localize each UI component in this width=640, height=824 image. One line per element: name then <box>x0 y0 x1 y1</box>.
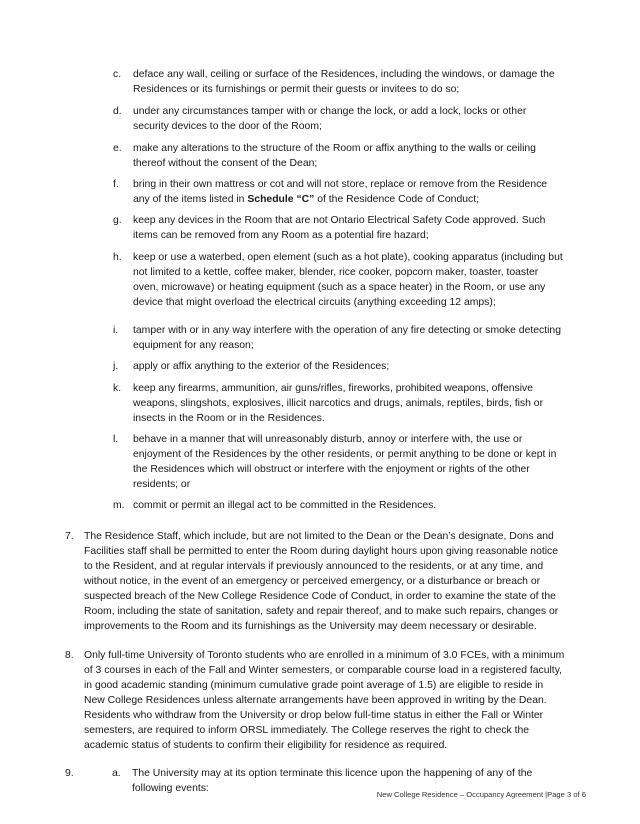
section-text: Only full-time University of Toronto students who are enrolled in a minimum of 3.0 FCEs, with a minimum of 3 courses in each of the Fall and Winter semesters, or comparable course load in a registered faculty, in good academic standing (minimum cumulative grade point average of 1.5) are eligible to reside in New College Residences unless alternate arrangements have been approved in writing by the Dean. Residents who withdraw from the University or drop below full-time status in either the Fall or Winter semesters, are required to inform ORSL immediately. The College reserves the right to check the academic status of students to confirm their eligibility for residence as required. <box>84 650 565 751</box>
clause-text-after: of the Residence Code of Conduct; <box>314 194 479 205</box>
clause-text: keep any firearms, ammunition, air guns/rifles, fireworks, prohibited weapons, offensive weapons, slingshots, explosives, illicit narcotics and drugs, animals, reptiles, birds, fish or insects in the Room or in the Residences. <box>133 383 544 424</box>
clause-label: g. <box>113 215 122 226</box>
clause-text: apply or affix anything to the exterior of the Residences; <box>133 361 390 372</box>
clause-text: under any circumstances tamper with or change the lock, or add a lock, locks or other security devices to the door of the Room; <box>133 106 527 132</box>
schedule-c-reference: Schedule “C” <box>247 194 315 205</box>
clause-text <box>133 177 563 207</box>
clause-label: e. <box>113 143 122 154</box>
clause-h <box>113 250 563 310</box>
clause-label: c. <box>113 69 122 80</box>
clause-text: commit or permit an illegal act to be committed in the Residences. <box>133 500 437 511</box>
clause-text: behave in a manner that will unreasonably disturb, annoy or interfere with, the use or enjoyment of the Residences by the other residents, or permit anything to be done or kept in the Residences which will obstruct or interfere with the enjoyment or rights of the other residents; or <box>133 434 557 490</box>
clause-label: h. <box>113 252 122 263</box>
clause-label: m. <box>113 500 125 511</box>
clause-label: l. <box>113 434 119 445</box>
subsection-label: a. <box>112 768 121 779</box>
clause-label: j. <box>113 361 119 372</box>
clause-e <box>113 141 563 171</box>
clause-g <box>113 213 563 243</box>
section-number: 9. <box>65 768 74 779</box>
section-8 <box>65 648 565 753</box>
clause-text: make any alterations to the structure of the Room or affix anything to the walls or ceiling thereof without the consent of the Dean; <box>133 143 536 169</box>
clause-d <box>113 104 563 134</box>
clause-text: keep or use a waterbed, open element (such as a hot plate), cooking apparatus (including but not limited to a kettle, coffee maker, blender, rice cooker, popcorn maker, toaster, toaster oven, microwave) or heating equipment (such as a space heater) in the Room, or use any device that might overload the electrical circuits (anything exceeding 12 amps); <box>133 252 563 308</box>
clause-label: d. <box>113 106 122 117</box>
clause-text-before: bring in their own mattress or cot and will not store, replace or remove from the Residence any of the items listed in <box>133 179 548 205</box>
clause-text: tamper with or in any way interfere with the operation of any fire detecting or smoke detecting equipment for any reason; <box>133 325 561 351</box>
clause-j <box>113 359 563 374</box>
clause-text: deface any wall, ceiling or surface of the Residences, including the windows, or damage the Residences or its furnishings or permit their guests or invitees to do so; <box>133 69 555 95</box>
clause-m <box>113 498 563 513</box>
section-text: The University may at its option terminate this licence upon the happening of any of the following events: <box>132 768 533 794</box>
section-7 <box>65 529 565 634</box>
section-number: 7. <box>65 531 74 542</box>
clause-f <box>113 177 563 207</box>
page-footer: New College Residence – Occupancy Agreement |Page 3 of 6 <box>376 790 586 799</box>
clause-k <box>113 381 563 426</box>
section-number: 8. <box>65 650 74 661</box>
clause-label: i. <box>113 325 119 336</box>
section-text: The Residence Staff, which include, but are not limited to the Dean or the Dean’s designate, Dons and Facilities staff shall be permitted to enter the Room during daylight hours upon giving reasonable notice to the Resident, and at regular intervals if previously announced to the residents, or at any time, and without notice, in the event of an emergency or perceived emergency, or a disturbance or breach or suspected breach of the New College Residence Code of Conduct, in order to examine the state of the Room, including the state of sanitation, safety and repair thereof, and to make such repairs, changes or improvements to the Room and its furnishings as the University may deem necessary or desirable. <box>84 531 559 632</box>
clause-label: k. <box>113 383 122 394</box>
clause-l <box>113 432 563 492</box>
clause-i <box>113 323 563 353</box>
clause-label: f. <box>113 179 119 190</box>
clause-text: keep any devices in the Room that are not Ontario Electrical Safety Code approved. Such items can be removed from any Room as a potential fire hazard; <box>133 215 546 241</box>
clause-c <box>113 67 563 97</box>
